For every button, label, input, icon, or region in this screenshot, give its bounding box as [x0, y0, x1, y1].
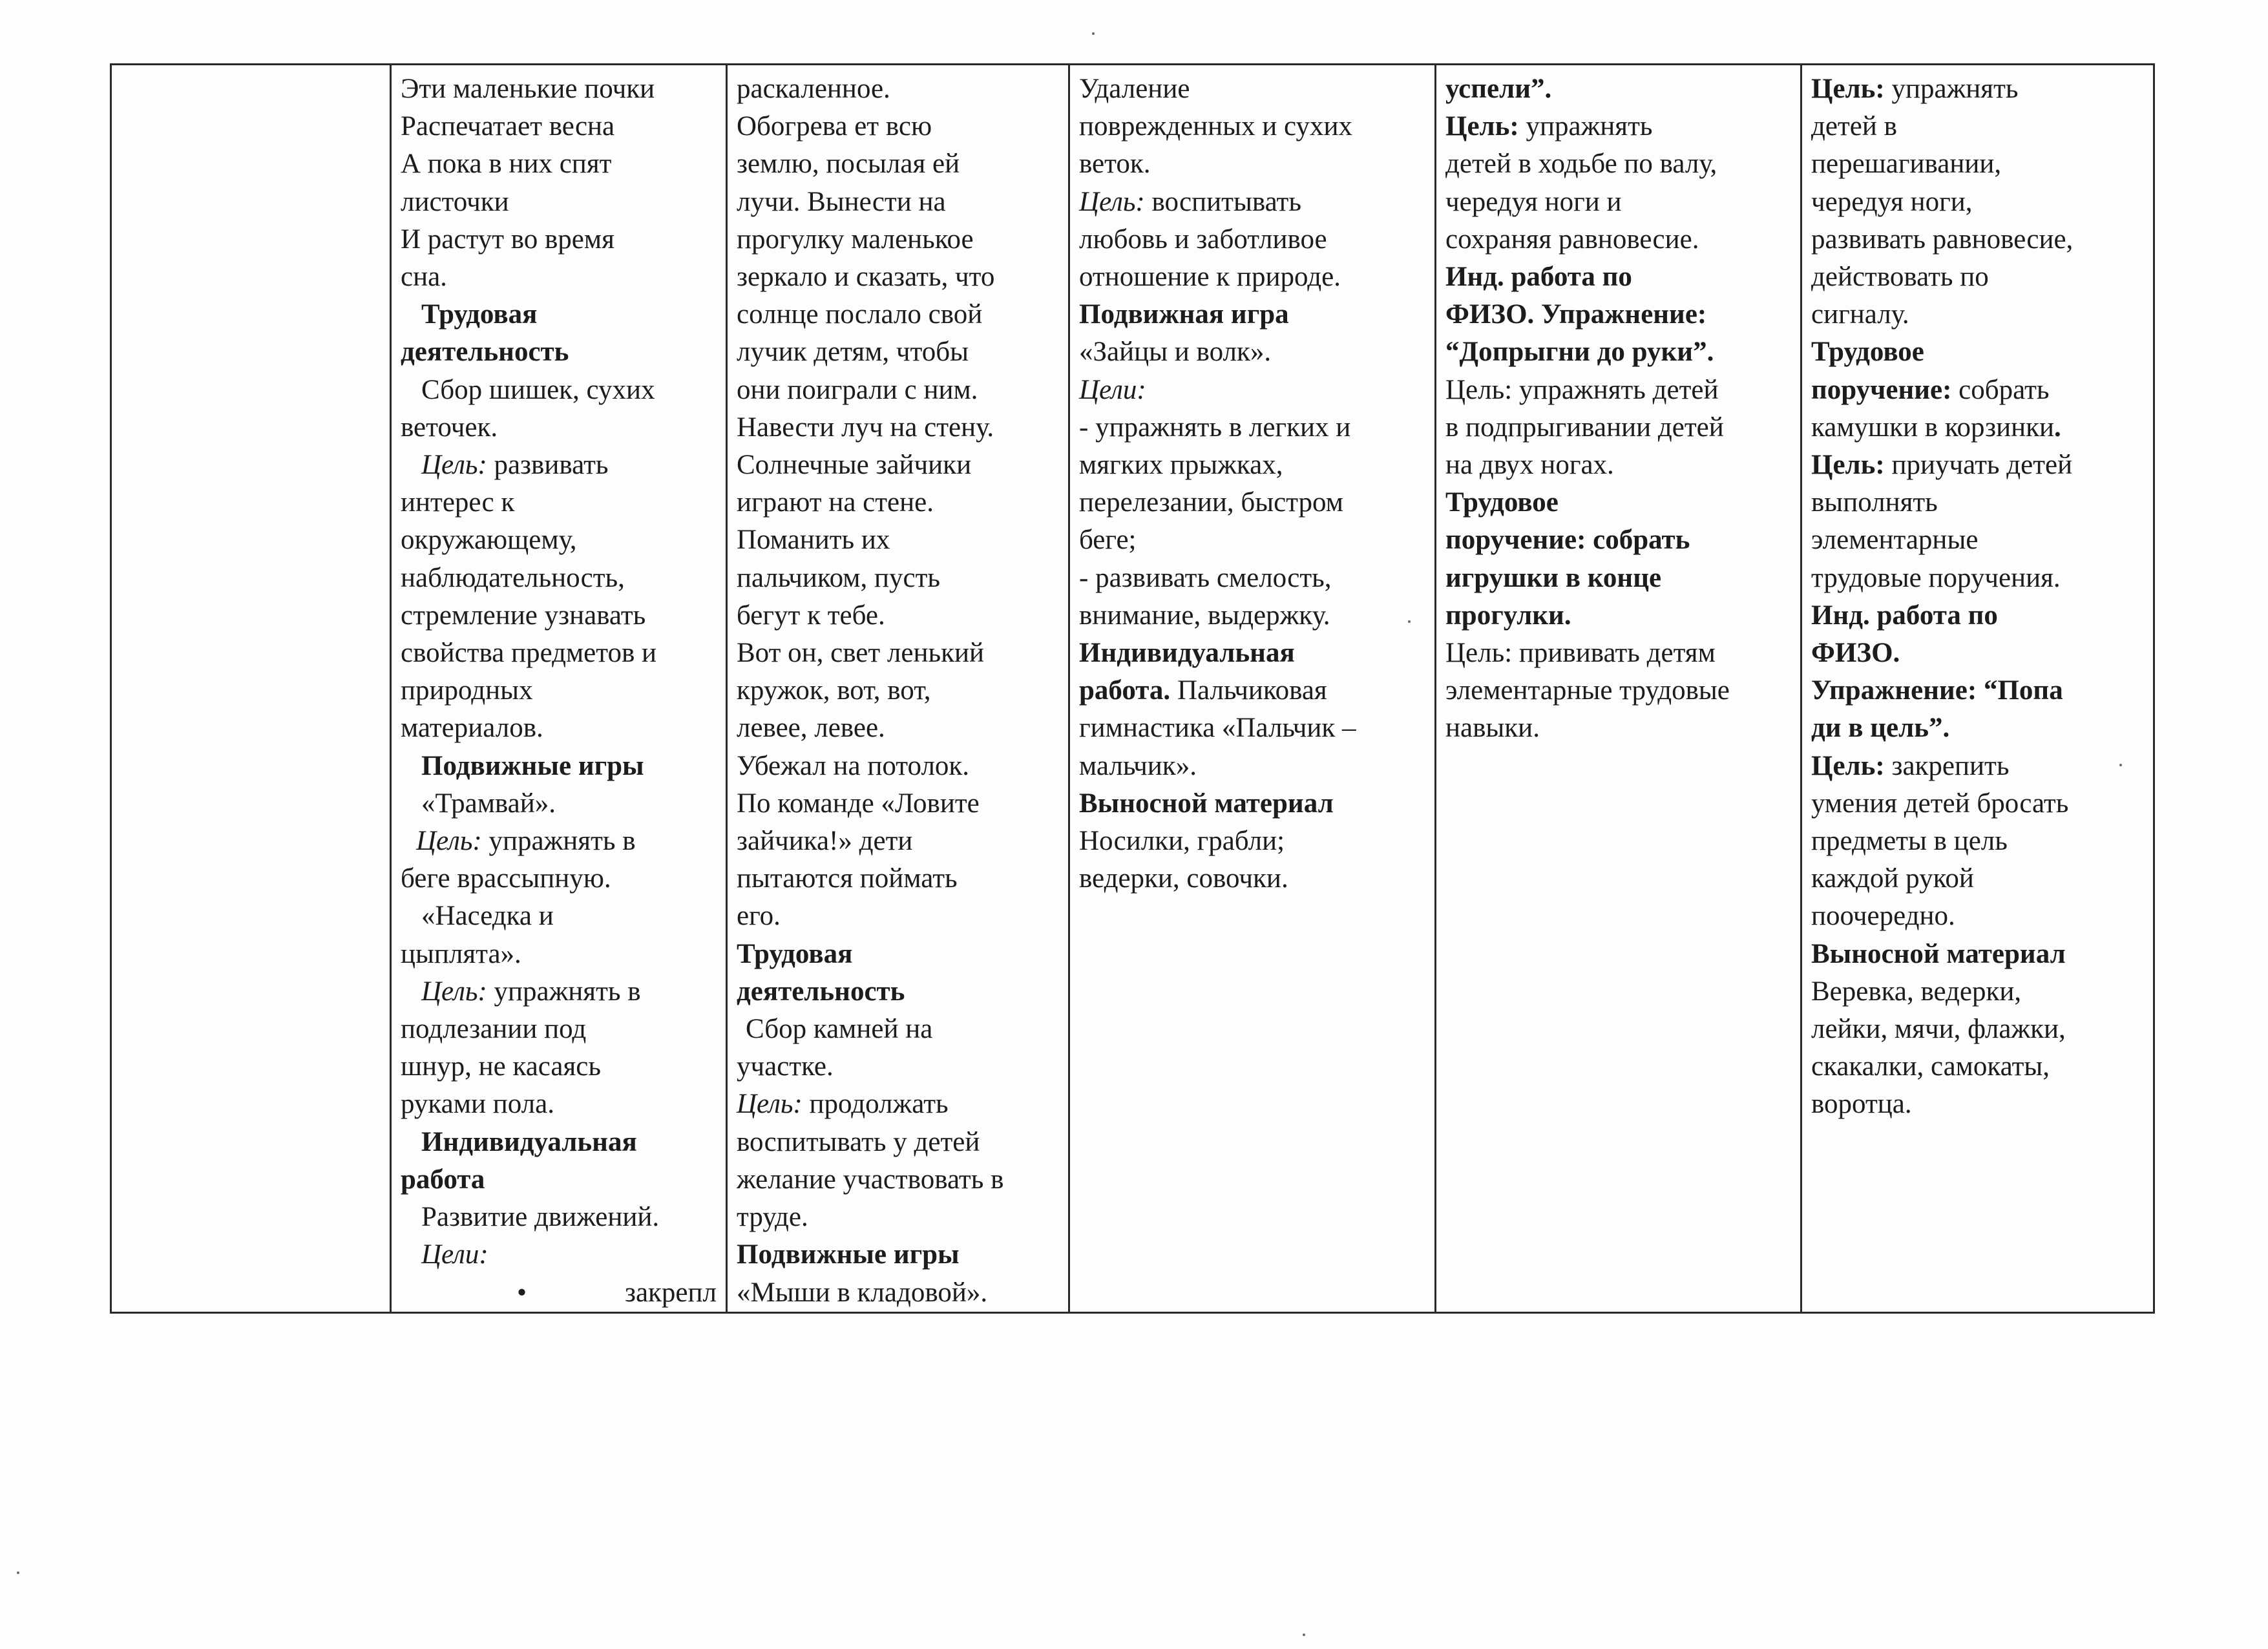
goal-text: воспитывать у детей	[737, 1126, 980, 1157]
goal-text: подлезании под	[401, 1014, 587, 1045]
outdoor-items: Носилки, грабли;	[1079, 826, 1285, 857]
section-heading-individual: Инд. работа по	[1445, 262, 1632, 293]
goal-text: воспитывать	[1144, 186, 1301, 217]
goal-text: чередуя ноги,	[1811, 186, 1973, 217]
section-heading-games: Подвижные игры	[421, 750, 644, 781]
labor-label: поручение:	[1811, 374, 1952, 405]
goal-label: Цель:	[1811, 74, 1885, 104]
text-line: Обогрева ет всю	[737, 111, 932, 142]
goal-text: трудовые поручения.	[1811, 562, 2061, 593]
section-heading-individual: ФИЗО. Упражнение:	[1445, 299, 1707, 330]
text-line: левее, левее.	[737, 713, 885, 744]
poem-line: сна.	[401, 262, 447, 293]
individual-label: работа.	[1079, 675, 1171, 706]
section-heading-individual: работа	[401, 1164, 485, 1195]
goal-label: Цель:	[421, 976, 487, 1007]
goal-text: материалов.	[401, 713, 543, 744]
goal-text: продолжать	[802, 1089, 949, 1120]
labor-task: Сбор шишек, сухих	[421, 374, 655, 405]
section-heading-labor: деятельность	[737, 976, 905, 1007]
labor-task: прогулки.	[1445, 600, 1571, 631]
goal-line	[401, 446, 717, 484]
text-line: пальчиком, пусть	[737, 562, 941, 593]
goal-label: Цель:	[1445, 111, 1519, 142]
goal-text: желание участвовать в	[737, 1164, 1004, 1195]
labor-line	[1811, 409, 2144, 446]
goal-label: Цель:	[1811, 450, 1885, 481]
scan-speck	[1303, 1633, 1305, 1636]
section-heading-labor: Трудовая	[421, 299, 538, 330]
section-heading-individual: Инд. работа по	[1811, 600, 1998, 631]
table-row	[111, 65, 2154, 1313]
goal-line	[1079, 184, 1425, 221]
labor-line	[1811, 372, 2144, 409]
cell-col2	[391, 65, 727, 1313]
goal-text: каждой рукой	[1811, 863, 1974, 894]
goal-text: упражнять	[1518, 111, 1653, 142]
text-line: Солнечные зайчики	[737, 450, 972, 481]
goal-line	[401, 973, 717, 1011]
labor-text-end: .	[2054, 412, 2061, 443]
scan-speck	[2119, 764, 2122, 766]
goal-label: Цель:	[416, 826, 482, 857]
text-line: пытаются поймать	[737, 863, 958, 894]
goal-text: интерес к	[401, 487, 515, 518]
goal-text: элементарные трудовые	[1445, 675, 1730, 706]
game-name-end: успели”.	[1445, 74, 1552, 104]
walk-plan-table	[110, 63, 2155, 1314]
goal-text: шнур, не касаясь	[401, 1051, 601, 1082]
poem-line: Распечатает весна	[401, 111, 615, 142]
game-name: «Трамвай».	[421, 788, 556, 819]
section-heading-labor: Трудовое	[1445, 487, 1559, 518]
goal-line	[1811, 748, 2144, 785]
goal-text: развивать	[487, 450, 609, 481]
labor-task: веточек.	[401, 412, 498, 443]
text-line: Вот он, свет ленький	[737, 638, 985, 669]
labor-task: участке.	[737, 1051, 834, 1082]
poem-line: И растут во время	[401, 224, 614, 255]
goal-text: упражнять	[1884, 74, 2019, 104]
goal-text: руками пола.	[401, 1089, 554, 1120]
section-heading-individual: ди в цель”.	[1811, 713, 1950, 744]
text-line: зеркало и сказать, что	[737, 262, 995, 293]
section-heading-games: Подвижные игры	[737, 1239, 960, 1270]
game-name: «Мыши в кладовой».	[737, 1277, 988, 1308]
section-heading-labor: Трудовая	[737, 938, 853, 969]
goal-text: окружающему,	[401, 525, 577, 556]
goal-text: свойства предметов и	[401, 638, 657, 669]
section-heading-individual: Индивидуальная	[1079, 638, 1295, 669]
goal-text: действовать по	[1811, 262, 1989, 293]
text-line: Навести луч на стену.	[737, 412, 994, 443]
goal-line	[1811, 446, 2144, 484]
goal-line	[1811, 70, 2144, 108]
goal-text: любовь и заботливое	[1079, 224, 1327, 255]
section-heading-labor: Трудовое	[1811, 337, 1924, 368]
goal-text: Цель: прививать детям	[1445, 638, 1716, 669]
outdoor-items: лейки, мячи, флажки,	[1811, 1014, 2066, 1045]
labor-text: собрать	[1951, 374, 2050, 405]
goal-text: приучать детей	[1884, 450, 2073, 481]
goal-text: в подпрыгивании детей	[1445, 412, 1724, 443]
text-line: По команде «Ловите	[737, 788, 980, 819]
bullet-item	[401, 1274, 717, 1312]
goal-text: элементарные	[1811, 525, 1979, 556]
goal-text: предметы в цель	[1811, 826, 2008, 857]
game-name: цыплята».	[401, 938, 521, 969]
goal-label: Цель:	[421, 450, 487, 481]
goal-text: сигналу.	[1811, 299, 1909, 330]
goal-text: - упражнять в легких и	[1079, 412, 1351, 443]
goal-text: чередуя ноги и	[1445, 186, 1622, 217]
individual-text: Пальчиковая	[1170, 675, 1327, 706]
text-line: Убежал на потолок.	[737, 750, 970, 781]
poem-line: А пока в них спят	[401, 149, 612, 180]
section-heading-individual: Упражнение: “Попа	[1811, 675, 2063, 706]
cell-col3	[727, 65, 1069, 1313]
goal-text: сохраняя равновесие.	[1445, 224, 1699, 255]
goal-text: детей в ходьбе по валу,	[1445, 149, 1717, 180]
goals-label: Цели:	[1079, 374, 1146, 405]
goal-text: наблюдательность,	[401, 562, 625, 593]
goal-text: закрепить	[1884, 750, 2010, 781]
goals-label: Цели:	[421, 1239, 488, 1270]
goal-label: Цель:	[737, 1089, 803, 1120]
text-line: лучи. Вынести на	[737, 186, 946, 217]
goal-text: упражнять в	[481, 826, 636, 857]
text-line: солнце послало свой	[737, 299, 983, 330]
cell-col6	[1801, 65, 2154, 1313]
section-heading-outdoor: Выносной материал	[1079, 788, 1334, 819]
individual-task: Развитие движений.	[421, 1202, 660, 1233]
labor-text: камушки в корзинки	[1811, 412, 2054, 443]
labor-task: Сбор камней на	[746, 1014, 933, 1045]
goal-text: беге врассыпную.	[401, 863, 611, 894]
scan-speck	[17, 1571, 19, 1574]
section-heading-labor: деятельность	[401, 337, 569, 368]
individual-line	[1079, 672, 1425, 709]
section-heading-individual: “Допрыгни до руки”.	[1445, 337, 1714, 368]
text-line: играют на стене.	[737, 487, 934, 518]
game-name: «Зайцы и волк».	[1079, 337, 1272, 368]
goal-text: выполнять	[1811, 487, 1938, 518]
goal-text: умения детей бросать	[1811, 788, 2069, 819]
section-heading-outdoor: Выносной материал	[1811, 938, 2066, 969]
goal-label: Цель:	[1079, 186, 1145, 217]
goal-line	[401, 823, 717, 860]
poem-line: Эти маленькие почки	[401, 74, 655, 104]
text-line: Удаление	[1079, 74, 1190, 104]
text-line: раскаленное.	[737, 74, 890, 104]
goal-text: детей в	[1811, 111, 1897, 142]
scan-speck	[1092, 32, 1095, 35]
goal-text: стремление узнавать	[401, 600, 646, 631]
goal-text: природных	[401, 675, 533, 706]
goal-text: упражнять в	[487, 976, 641, 1007]
goal-line	[1445, 108, 1791, 145]
individual-text: мальчик».	[1079, 750, 1197, 781]
text-line: кружок, вот, вот,	[737, 675, 931, 706]
section-heading-game: Подвижная игра	[1079, 299, 1289, 330]
outdoor-items: Веревка, ведерки,	[1811, 976, 2022, 1007]
scan-speck	[1408, 620, 1411, 623]
goal-line	[737, 1086, 1059, 1123]
text-line: веток.	[1079, 149, 1151, 180]
outdoor-items: ведерки, совочки.	[1079, 863, 1288, 894]
goal-text: труде.	[737, 1202, 808, 1233]
individual-text: гимнастика «Пальчик –	[1079, 713, 1356, 744]
goal-text: мягких прыжках,	[1079, 450, 1283, 481]
goal-text: перешагивании,	[1811, 149, 2002, 180]
text-line: они поиграли с ним.	[737, 374, 978, 405]
goal-text: поочередно.	[1811, 901, 1955, 932]
text-line: лучик детям, чтобы	[737, 337, 969, 368]
text-line: прогулку маленькое	[737, 224, 974, 255]
goal-text: отношение к природе.	[1079, 262, 1341, 293]
bullet-text: закрепл	[624, 1277, 717, 1308]
text-line: зайчика!» дети	[737, 826, 913, 857]
section-heading-individual: Индивидуальная	[421, 1126, 637, 1157]
outdoor-items: скакалки, самокаты,	[1811, 1051, 2050, 1082]
cell-col5	[1436, 65, 1801, 1313]
text-line: бегут к тебе.	[737, 600, 885, 631]
labor-task: поручение: собрать	[1445, 525, 1690, 556]
poem-line: листочки	[401, 186, 509, 217]
outdoor-items: воротца.	[1811, 1089, 1912, 1120]
goal-label: Цель:	[1811, 750, 1885, 781]
text-line: его.	[737, 901, 781, 932]
goal-text: развивать равновесие,	[1811, 224, 2074, 255]
goal-text: - развивать смелость,	[1079, 562, 1332, 593]
goal-text: перелезании, быстром	[1079, 487, 1343, 518]
goal-text: навыки.	[1445, 713, 1540, 744]
goal-text: внимание, выдержку.	[1079, 600, 1330, 631]
text-line: землю, посылая ей	[737, 149, 960, 180]
section-heading-individual: ФИЗО.	[1811, 638, 1900, 669]
text-line: Поманить их	[737, 525, 890, 556]
cell-empty	[111, 65, 391, 1313]
cell-col4	[1069, 65, 1436, 1313]
labor-task: игрушки в конце	[1445, 562, 1662, 593]
goal-text: Цель: упражнять детей	[1445, 374, 1719, 405]
bullet-icon: •	[517, 1277, 527, 1308]
goal-text: беге;	[1079, 525, 1137, 556]
goal-text: на двух ногах.	[1445, 450, 1614, 481]
text-line: поврежденных и сухих	[1079, 111, 1353, 142]
game-name: «Наседка и	[421, 901, 554, 932]
